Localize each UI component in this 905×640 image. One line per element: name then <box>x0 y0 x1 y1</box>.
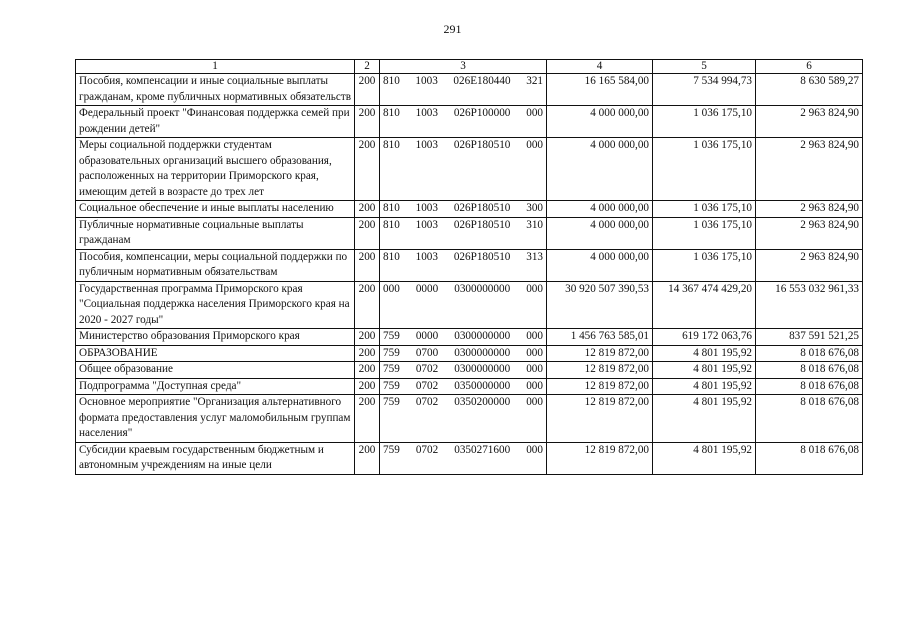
code-expense-type: 321 <box>526 75 543 87</box>
row-value-col6: 8 018 676,08 <box>756 345 863 362</box>
row-value-col6: 8 018 676,08 <box>756 362 863 379</box>
row-name: Публичные нормативные социальные выплаты гражданам <box>76 217 355 249</box>
code-section: 0700 <box>415 346 439 359</box>
row-value-col4: 4 000 000,00 <box>547 138 653 201</box>
row-value-col6: 2 963 824,90 <box>756 249 863 281</box>
row-code-col2: 200 <box>355 138 380 201</box>
code-expense-type: 000 <box>526 363 543 375</box>
row-code-col2: 200 <box>355 378 380 395</box>
col-header: 4 <box>547 60 653 74</box>
row-code-col2: 200 <box>355 345 380 362</box>
code-target: 0350271600 <box>454 443 511 456</box>
col-header: 3 <box>380 60 547 74</box>
code-target: 0300000000 <box>454 346 511 359</box>
row-code-col2: 200 <box>355 217 380 249</box>
row-value-col4: 12 819 872,00 <box>547 442 653 474</box>
row-codes <box>380 281 547 329</box>
code-ministry: 759 <box>383 379 400 392</box>
table-row <box>76 106 863 138</box>
table-row <box>76 378 863 395</box>
row-value-col6: 8 018 676,08 <box>756 395 863 443</box>
row-name: Пособия, компенсации и иные социальные выплаты гражданам, кроме публичных нормативных обязательств <box>76 74 355 106</box>
row-codes <box>380 249 547 281</box>
code-expense-type: 000 <box>526 139 543 151</box>
code-ministry: 810 <box>383 250 400 263</box>
row-value-col4: 12 819 872,00 <box>547 345 653 362</box>
code-section: 0000 <box>415 282 439 295</box>
row-value-col5: 4 801 195,92 <box>653 345 756 362</box>
code-section: 1003 <box>415 107 438 119</box>
table-row <box>76 138 863 201</box>
row-name: Общее образование <box>76 362 355 379</box>
code-ministry: 759 <box>383 363 400 375</box>
row-code-col2: 200 <box>355 329 380 346</box>
code-target: 026Р180510 <box>453 202 511 214</box>
code-target: 026Е180440 <box>453 75 511 87</box>
row-code-col2: 200 <box>355 395 380 443</box>
table-row <box>76 329 863 346</box>
row-value-col6: 2 963 824,90 <box>756 201 863 218</box>
code-ministry: 759 <box>383 346 400 359</box>
row-value-col6: 16 553 032 961,33 <box>756 281 863 329</box>
row-value-col6: 8 018 676,08 <box>756 442 863 474</box>
code-expense-type: 310 <box>526 218 543 231</box>
row-name: Пособия, компенсации, меры социальной поддержки по публичным нормативным обязательствам <box>76 249 355 281</box>
table-row <box>76 442 863 474</box>
code-target: 026Р180510 <box>453 250 511 263</box>
row-value-col5: 14 367 474 429,20 <box>653 281 756 329</box>
code-expense-type: 000 <box>526 396 543 408</box>
row-value-col5: 7 534 994,73 <box>653 74 756 106</box>
row-value-col5: 1 036 175,10 <box>653 138 756 201</box>
code-target: 0350200000 <box>454 396 511 408</box>
code-section: 0702 <box>415 443 439 456</box>
code-section: 0000 <box>415 330 439 342</box>
row-codes <box>380 217 547 249</box>
code-ministry: 810 <box>383 75 400 87</box>
code-target: 0300000000 <box>454 282 511 295</box>
table-row <box>76 395 863 443</box>
code-target: 026Р100000 <box>453 107 511 119</box>
row-name: Федеральный проект "Финансовая поддержка семей при рождении детей" <box>76 106 355 138</box>
code-target: 0350000000 <box>454 379 511 392</box>
code-section: 0702 <box>415 396 439 408</box>
row-value-col4: 4 000 000,00 <box>547 201 653 218</box>
row-codes <box>380 74 547 106</box>
row-codes <box>380 442 547 474</box>
row-value-col5: 1 036 175,10 <box>653 217 756 249</box>
code-ministry: 759 <box>383 443 400 456</box>
col-header: 2 <box>355 60 380 74</box>
code-expense-type: 000 <box>526 443 543 456</box>
row-codes <box>380 138 547 201</box>
code-ministry: 810 <box>383 139 400 151</box>
code-section: 1003 <box>415 139 438 151</box>
col-header: 6 <box>756 60 863 74</box>
row-name: Социальное обеспечение и иные выплаты населению <box>76 201 355 218</box>
row-name: ОБРАЗОВАНИЕ <box>76 345 355 362</box>
code-section: 0702 <box>415 363 439 375</box>
row-name: Меры социальной поддержки студентам образовательных организаций высшего образования, расположенных на территории Приморского края, имеющим детей в возрасте до трех лет <box>76 138 355 201</box>
row-value-col5: 4 801 195,92 <box>653 362 756 379</box>
table-row <box>76 74 863 106</box>
row-value-col6: 2 963 824,90 <box>756 217 863 249</box>
code-ministry: 759 <box>383 396 400 408</box>
row-value-col4: 12 819 872,00 <box>547 395 653 443</box>
table-row <box>76 201 863 218</box>
code-expense-type: 300 <box>526 202 543 214</box>
table-row <box>76 362 863 379</box>
row-value-col4: 12 819 872,00 <box>547 378 653 395</box>
code-ministry: 810 <box>383 202 400 214</box>
row-code-col2: 200 <box>355 201 380 218</box>
code-expense-type: 000 <box>526 330 543 342</box>
row-codes <box>380 106 547 138</box>
col-header: 5 <box>653 60 756 74</box>
page-number: 291 <box>443 22 462 36</box>
code-section: 1003 <box>415 75 438 87</box>
table-row <box>76 249 863 281</box>
code-section: 1003 <box>415 202 438 214</box>
code-target: 0300000000 <box>454 363 511 375</box>
row-value-col5: 4 801 195,92 <box>653 395 756 443</box>
row-name: Государственная программа Приморского края "Социальная поддержка населения Приморского края на 2020 - 2027 годы" <box>76 281 355 329</box>
table-row <box>76 281 863 329</box>
row-value-col4: 4 000 000,00 <box>547 249 653 281</box>
code-expense-type: 000 <box>526 107 543 119</box>
row-value-col4: 30 920 507 390,53 <box>547 281 653 329</box>
row-value-col6: 8 018 676,08 <box>756 378 863 395</box>
row-value-col6: 2 963 824,90 <box>756 106 863 138</box>
row-name: Субсидии краевым государственным бюджетным и автономным учреждениям на иные цели <box>76 442 355 474</box>
row-value-col4: 4 000 000,00 <box>547 106 653 138</box>
code-expense-type: 313 <box>526 250 543 263</box>
row-value-col5: 619 172 063,76 <box>653 329 756 346</box>
row-value-col6: 2 963 824,90 <box>756 138 863 201</box>
row-value-col5: 4 801 195,92 <box>653 442 756 474</box>
code-section: 1003 <box>415 218 438 231</box>
code-section: 1003 <box>415 250 438 263</box>
row-code-col2: 200 <box>355 106 380 138</box>
code-expense-type: 000 <box>526 282 543 295</box>
row-value-col4: 4 000 000,00 <box>547 217 653 249</box>
code-expense-type: 000 <box>526 379 543 392</box>
row-code-col2: 200 <box>355 74 380 106</box>
row-value-col5: 1 036 175,10 <box>653 106 756 138</box>
code-ministry: 759 <box>383 330 400 342</box>
row-codes <box>380 395 547 443</box>
row-name: Министерство образования Приморского края <box>76 329 355 346</box>
row-value-col6: 837 591 521,25 <box>756 329 863 346</box>
row-value-col5: 1 036 175,10 <box>653 201 756 218</box>
code-target: 026Р180510 <box>453 139 511 151</box>
row-codes <box>380 201 547 218</box>
row-value-col5: 1 036 175,10 <box>653 249 756 281</box>
table-row <box>76 345 863 362</box>
row-value-col4: 16 165 584,00 <box>547 74 653 106</box>
row-code-col2: 200 <box>355 362 380 379</box>
table-row <box>76 217 863 249</box>
row-codes <box>380 329 547 346</box>
budget-table <box>75 59 863 475</box>
code-expense-type: 000 <box>526 346 543 359</box>
code-section: 0702 <box>415 379 439 392</box>
row-codes <box>380 362 547 379</box>
row-name: Основное мероприятие "Организация альтернативного формата предоставления услуг маломобильным группам населения" <box>76 395 355 443</box>
code-target: 0300000000 <box>454 330 511 342</box>
row-code-col2: 200 <box>355 281 380 329</box>
row-name: Подпрограмма "Доступная среда" <box>76 378 355 395</box>
row-value-col5: 4 801 195,92 <box>653 378 756 395</box>
row-value-col6: 8 630 589,27 <box>756 74 863 106</box>
col-header: 1 <box>76 60 355 74</box>
code-ministry: 810 <box>383 218 400 231</box>
code-ministry: 000 <box>383 282 400 295</box>
row-codes <box>380 378 547 395</box>
row-value-col4: 1 456 763 585,01 <box>547 329 653 346</box>
row-codes <box>380 345 547 362</box>
row-value-col4: 12 819 872,00 <box>547 362 653 379</box>
code-target: 026Р180510 <box>453 218 511 231</box>
header-row <box>76 60 863 74</box>
row-code-col2: 200 <box>355 249 380 281</box>
code-ministry: 810 <box>383 107 400 119</box>
row-code-col2: 200 <box>355 442 380 474</box>
